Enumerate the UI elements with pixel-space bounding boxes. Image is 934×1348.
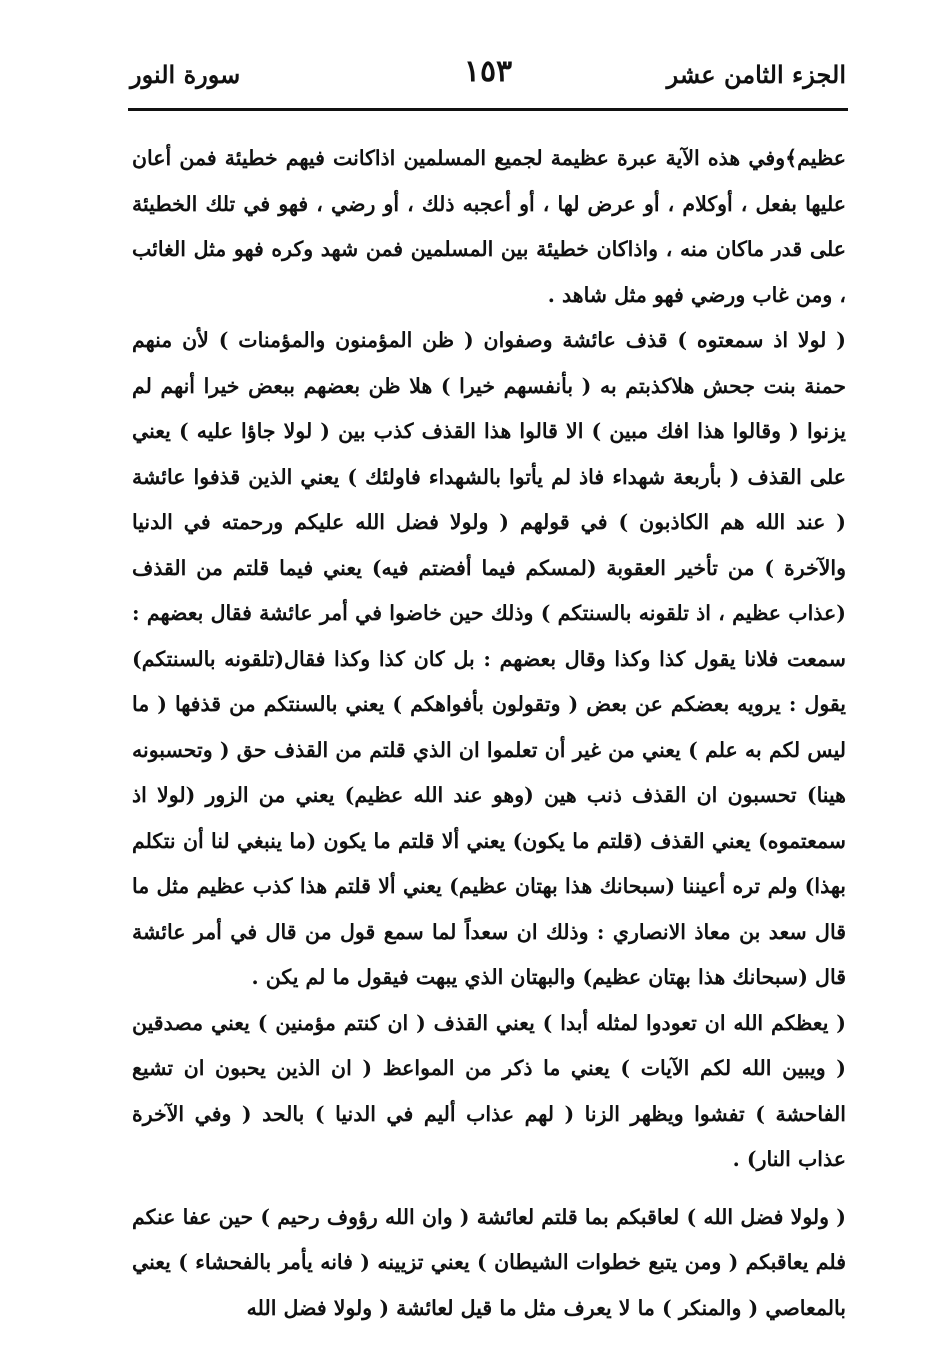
paragraph: عظيم﴾وفي هذه الآية عبرة عظيمة لجميع المسلمين اذاكانت فيهم خطيئة فمن أعان عليها بفعل ، أوكلام ، أو عرض لها ، أو أعجبه ذلك ، أو رضي ، فهو في تلك الخطيئة على قدر ماكان منه ، واذاكان خطيئة بين المسلمين فمن شهد وكره فهو مثل الغائب ، ومن غاب ورضي فهو مثل شاهد . xyxy=(132,146,846,307)
page-body xyxy=(132,136,846,1331)
page-number: ١٥٣ xyxy=(463,54,513,89)
paragraph-gap xyxy=(132,1183,846,1195)
part-title: الجزء الثامن عشر xyxy=(666,60,846,89)
page-header xyxy=(130,54,846,102)
surah-title: سورة النور xyxy=(130,60,241,89)
paragraph: ( ولولا فضل الله ) لعاقبكم بما قلتم لعائشة ( وان الله رؤوف رحيم ) حين عفا عنكم فلم يعاقبكم ( ومن يتبع خطوات الشيطان ) يعني تزيينه ( فانه يأمر بالفحشاء ) يعني بالمعاصي ( والمنكر ) ما لا يعرف مثل ما قيل لعائشة ( ولولا فضل الله xyxy=(132,1204,846,1320)
paragraph: ( يعظكم الله ان تعودوا لمثله أبدا ) يعني القذف ( ان كنتم مؤمنين ) يعني مصدقين ( ويبين الله لكم الآيات ) يعني ما ذكر من المواعظ ( ان الذين يحبون ان تشيع الفاحشة ) تفشوا ويظهر الزنا ( لهم عذاب أليم في الدنيا ) بالحد ( وفي الآخرة عذاب النار) . xyxy=(132,1010,846,1171)
header-divider xyxy=(128,108,848,111)
paragraph: ( لولا اذ سمعتوه ) قذف عائشة وصفوان ( ظن المؤمنون والمؤمنات ) لأن منهم حمنة بنت جحش هلاكذبتم به ( بأنفسهم خيرا ) هلا ظن بعضهم ببعض خيرا أنهم لم يزنوا ( وقالوا هذا افك مبين ) الا قالوا هذا القذف كذب بين ( لولا جاؤا عليه ) يعني على القذف ( بأربعة شهداء فاذ لم يأتوا بالشهداء فاولئك ) يعني الذين قذفوا عائشة ( عند الله هم الكاذبون ) في قولهم ( ولولا فضل الله عليكم ورحمته في الدنيا والآخرة ) من تأخير العقوبة (لمسكم فيما أفضتم فيه) يعني فيما قلتم من القذف (عذاب عظيم ، اذ تلقونه بالسنتكم ) وذلك حين خاضوا في أمر عائشة فقال بعضهم : سمعت فلانا يقول كذا وكذا وقال بعضهم : بل كان كذا وكذا فقال(تلقونه بالسنتكم) يقول : يرويه بعضكم عن بعض ( وتقولون بأفواهكم ) يعني بالسنتكم من قذفها ( ما ليس لكم به علم ) يعني من غير أن تعلموا ان الذي قلتم من القذف حق ( وتحسبونه هينا) تحسبون ان القذف ذنب هين (وهو عند الله عظيم) يعني من الزور (لولا اذ سمعتموه) يعني القذف (قلتم ما يكون) يعني ألا قلتم ما يكون (ما ينبغي لنا أن نتكلم بهذا) ولم تره أعيننا (سبحانك هذا بهتان عظيم) يعني ألا قلتم هذا كذب عظيم مثل ما قال سعد بن معاذ الانصاري : وذلك ان سعداً لما سمع قول من قال في أمر عائشة قال (سبحانك هذا بهتان عظيم) والبهتان الذي يبهت فيقول ما لم يكن . xyxy=(132,328,846,989)
